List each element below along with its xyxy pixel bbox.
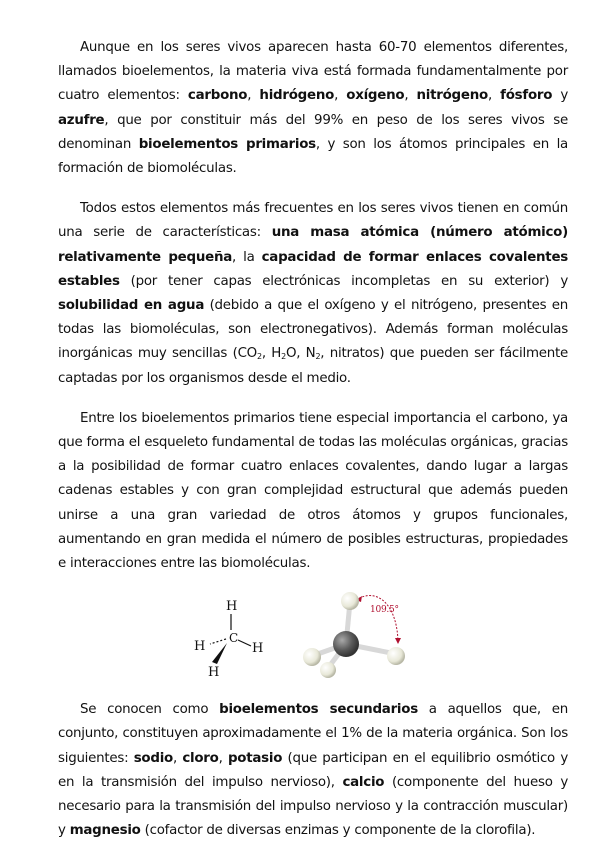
bold-term: carbono: [187, 88, 248, 104]
text-run: (por tener capas electrónicas incompletas en su exterior) y: [119, 273, 568, 289]
bold-term: hidrógeno: [259, 88, 335, 104]
atom-c-center: C: [229, 631, 238, 646]
text-run: y: [552, 88, 569, 104]
bold-term: azufre: [58, 112, 105, 128]
bold-term: potasio: [227, 750, 283, 766]
bond-left-dashed: [210, 639, 226, 644]
text-run: (debido a que el oxígeno y el nitrógeno, presentes en todas las biomoléculas, son electronegativos). Además forman moléculas inorgánicas muy sencillas (CO: [58, 298, 568, 362]
bond-right: [238, 640, 251, 646]
text-run: Entre los bioelementos primarios tiene especial importancia el carbono, ya que forma el esqueleto fundamental de todas las moléculas orgánicas, gracias a la posibilidad de formar cuatro enlaces covalentes, dando lugar a largas cadenas estables y con gran complejidad estructural que además pueden unirse a una gran variedad de otros átomos y grupos funcionales, aumentando en gran medida el número de posibles estructuras, propiedades e interacciones entre las biomoléculas.: [58, 410, 568, 572]
text-run: ,: [172, 750, 183, 766]
methane-ball-stick-model: [298, 586, 428, 682]
text-run: ,: [247, 88, 260, 104]
atom-h-top: H: [226, 599, 238, 615]
text-run: a aquellos que, en conjunto, constituyen aproximadamente el 1% de la materia orgánica. Son los siguientes:: [58, 702, 568, 766]
text-run: , nitratos) que pueden ser fácilmente captadas por los organismos desde el medio.: [58, 346, 568, 386]
text-run: ,: [218, 750, 228, 766]
text-run: Todos estos elementos más frecuentes en los seres vivos tienen en común una serie de características:: [58, 201, 568, 241]
hydrogen-atom-top: [341, 592, 359, 610]
hydrogen-atom-right: [387, 647, 405, 665]
text-run: , la: [232, 249, 262, 265]
angle-arrow-end: [395, 638, 401, 644]
text-run: ,: [487, 88, 501, 104]
text-run: (que participan en el equilibrio osmótico y en la transmisión del impulso nervioso),: [58, 750, 568, 790]
subscript: 2: [281, 352, 286, 362]
bold-term: capacidad de formar enlaces covalentes estables: [58, 249, 569, 289]
bold-term: bioelementos secundarios: [219, 702, 418, 718]
hydrogen-atom-left: [303, 648, 321, 666]
text-run: ,: [334, 88, 347, 104]
subscript: 2: [256, 352, 262, 362]
paragraph-2: [58, 197, 568, 391]
text-run: ,: [404, 88, 417, 104]
angle-arc: [356, 596, 398, 644]
paragraph-4: [58, 698, 568, 843]
bond-bottom-wedge: [212, 643, 227, 664]
bold-term: bioelementos primarios: [138, 136, 316, 152]
hydrogen-atom-bottom: [320, 662, 336, 678]
bold-term: magnesio: [69, 823, 141, 839]
document-page: [58, 36, 568, 843]
text-run: , que por constituir más del 99% en peso de los seres vivos se denominan: [58, 112, 568, 152]
text-run: Se conocen como: [80, 702, 220, 718]
atom-h-left: H: [194, 639, 206, 655]
methane-figure: [58, 592, 568, 682]
text-run: Aunque en los seres vivos aparecen hasta 60-70 elementos diferentes, llamados bioelementos, la materia viva está formada fundamentalmente por cuatro elementos:: [58, 40, 568, 104]
paragraph-1: [58, 36, 568, 181]
bond-angle-label: 109.5°: [370, 605, 399, 616]
bold-term: una masa atómica (número atómico) relativamente pequeña: [58, 225, 568, 265]
text-run: O, N: [285, 346, 316, 362]
bold-term: calcio: [342, 774, 385, 790]
bold-term: cloro: [182, 750, 219, 766]
carbon-atom: [333, 631, 359, 657]
paragraph-3: [58, 407, 568, 576]
bold-term: nitrógeno: [416, 88, 488, 104]
atom-h-right: H: [252, 641, 264, 657]
bold-term: sodio: [133, 750, 173, 766]
methane-lewis-structure: [186, 592, 276, 682]
bold-term: solubilidad en agua: [58, 298, 205, 314]
text-run: , y son los átomos principales en la formación de biomoléculas.: [58, 136, 568, 177]
subscript: 2: [315, 352, 321, 362]
text-run: (componente del hueso y necesario para la transmisión del impulso nervioso y la contracción muscular) y: [58, 774, 569, 839]
atom-h-bottom: H: [208, 665, 220, 681]
text-run: (cofactor de diversas enzimas y componente de la clorofila).: [140, 823, 536, 839]
bold-term: oxígeno: [346, 88, 405, 104]
text-run: , H: [261, 346, 282, 362]
bold-term: fósforo: [500, 88, 553, 104]
